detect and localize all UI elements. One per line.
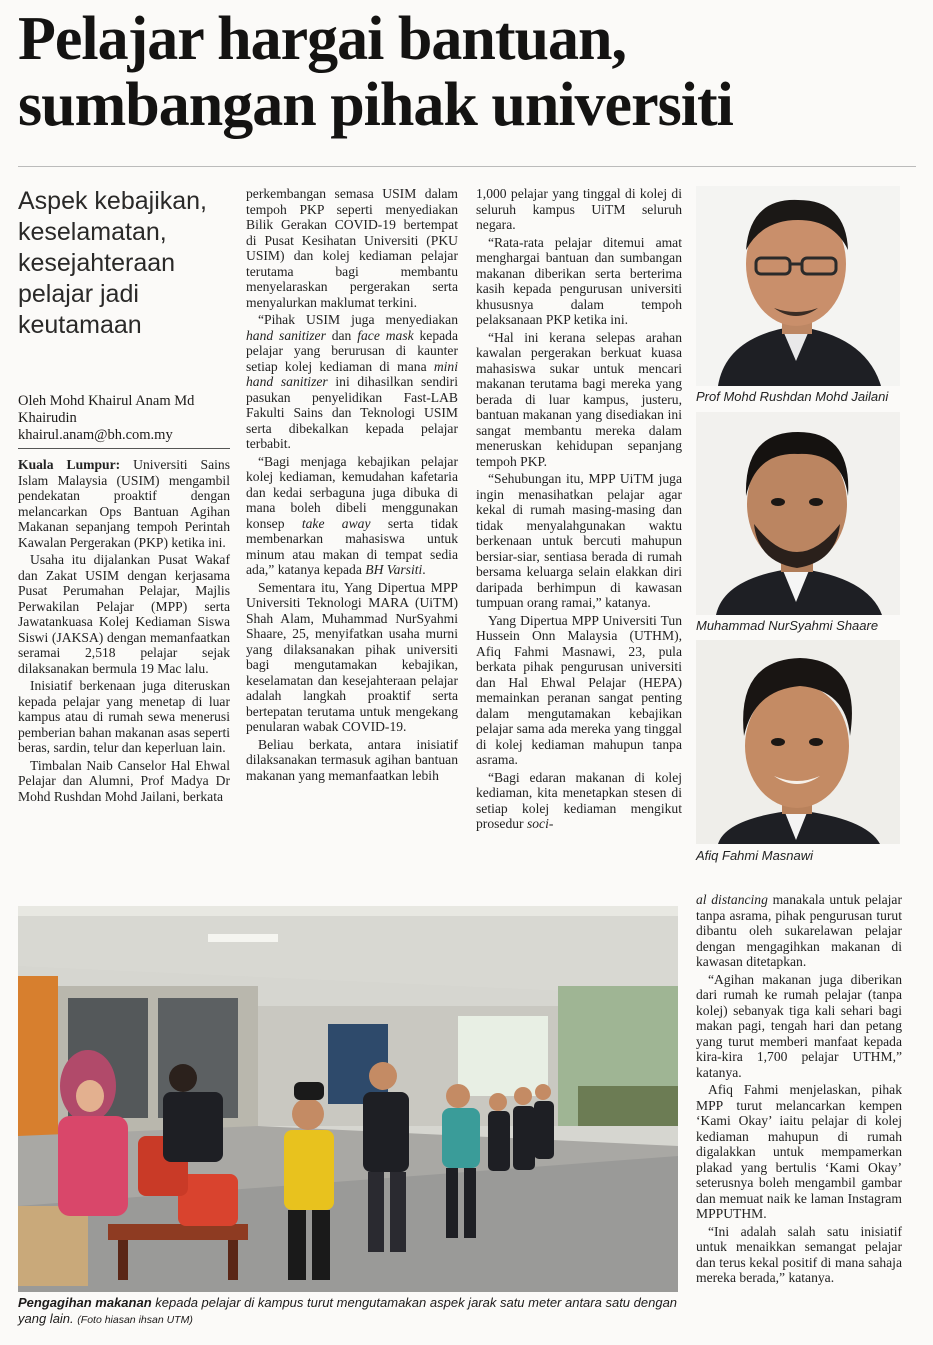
portrait-rushdan-image xyxy=(696,186,900,386)
dateline: Kuala Lumpur: xyxy=(18,457,121,472)
paragraph: “Agihan makanan juga diberikan dari rumah ke rumah pelajar (tanpa kolej) sebanyak tiga kali sehari bagi makan pagi, tengah hari dan petang yang turut memberi manfaat kepada kira-kira 1,700 pelajar UTHM,” katanya. xyxy=(696,971,902,1080)
caption-lead: Pengagihan makanan xyxy=(18,1295,152,1310)
byline-rule xyxy=(18,448,230,449)
paragraph: Afiq Fahmi menjelaskan, pihak MPP turut melancarkan kempen ‘Kami Okay’ iaitu pelajar di kolej kediaman mahupun di rumah digalakkan untuk mempamerkan plakad yang bertulis ‘Kami Okay’ seterusnya boleh mengambil gambar dan memuat naik ke laman Instagram MPPUTHM. xyxy=(696,1082,902,1221)
byline-author: Oleh Mohd Khairul Anam Md Khairudin xyxy=(18,393,195,426)
paragraph: “Ini adalah salah satu inisiatif untuk menaikkan semangat pelajar dan terus kekal positif di mana sahaja mereka berada,” katanya. xyxy=(696,1223,902,1285)
paragraph: “Rata-rata pelajar ditemui amat menghargai bantuan dan sumbangan makanan diberikan serta berterima kasih kepada pengurusan universiti khususnya dalam tempoh pelaksanaan PKP ketika ini. xyxy=(476,234,682,327)
paragraph: “Sehubungan itu, MPP UiTM juga ingin menasihatkan pelajar agar kekal di rumah masing-masing dan tidak menyalahgunakan waktu berkenaan untuk bercuti mahupun bersiar-siar, sentiasa berada di rumah bersama keluarga selain elakkan diri daripada berhimpun di kawasan tumpuan orang ramai,” katanya. xyxy=(476,471,682,610)
italic-text: soci- xyxy=(526,816,554,831)
subheadline-line: keselamatan, xyxy=(18,218,167,246)
paragraph-text: Universiti Sains Islam Malaysia (USIM) mengambil pendekatan proaktif dengan melancarkan Ops Bantuan Agihan Makanan sepanjang tempoh Perintah Kawalan Pergerakan (PKP) ketika ini. xyxy=(18,457,230,550)
paragraph xyxy=(696,892,902,970)
italic-text: take away xyxy=(301,515,371,531)
text: ini dihasilkan sendiri pasukan penyelidikan Fast-LAB Fakulti Sains dan Teknologi USIM serta dibekalkan kepada pelajar terbabit. xyxy=(246,374,458,451)
paragraph: “Hal ini kerana selepas arahan kawalan pergerakan berkuat kuasa mahasiswa sukar untuk mencari makanan terutama bagi mereka yang berada di luar kampus, justeru, bantuan makanan yang disediakan ini sangat membantu mereka dalam meneruskan kehidupan sepanjang tempoh PKP. xyxy=(476,329,682,469)
article-column-4 xyxy=(696,892,902,1288)
italic-text: mini hand sanitizer xyxy=(246,358,458,389)
text: dan xyxy=(325,327,358,343)
italic-text: hand sanitizer xyxy=(246,327,326,343)
paragraph: Sementara itu, Yang Dipertua MPP Universiti Teknologi MARA (UiTM) Shah Alam, Muhammad NurSyahmi Shaare, 25, menyifatkan usaha murni yang dilaksanakan pihak universiti bagi mengutamakan kebajikan, keselamatan dan kesejahteraan pelajar adalah langkah proaktif serta bertepatan terutama untuk mengekang penularan wabak COVID-19. xyxy=(246,579,458,734)
italic-text: BH Varsiti xyxy=(365,562,423,577)
top-rule xyxy=(18,166,916,167)
main-photo-caption xyxy=(18,1295,678,1328)
text: “Bagi edaran makanan di kolej kediaman, kita menetapkan stesen di setiap kolej kediaman mengikut prosedur xyxy=(476,769,682,831)
caption-text: kepada pelajar di kampus turut mengutamakan aspek jarak satu meter antara satu dengan yang lain. xyxy=(18,1295,678,1326)
paragraph: Yang Dipertua MPP Universiti Tun Hussein Onn Malaysia (UTHM), Afiq Fahmi Masnawi, 23, pula berkata pihak pengurusan universiti dan Hal Ehwal Pelajar (HEPA) memainkan peranan sangat penting dalam mengutamakan kebajikan pelajar sama ada mereka yang tinggal di kolej kediaman mahupun tanpa asrama. xyxy=(476,612,682,767)
headline-line-1: Pelajar hargai bantuan, xyxy=(18,5,626,73)
subheadline-line: pelajar jadi xyxy=(18,280,139,308)
headline xyxy=(18,6,918,138)
portrait-nursyahmi-image xyxy=(696,412,900,615)
text: serta tidak membenarkan mahasiswa untuk minum atau makan di tempat sedia ada,” katanya kepada xyxy=(246,515,459,577)
portrait-afiq-image xyxy=(696,640,900,844)
paragraph: Beliau berkata, antara inisiatif dilaksanakan termasuk agihan bantuan makanan yang memanfaatkan lebih xyxy=(246,736,458,783)
paragraph xyxy=(18,457,230,550)
portrait-afiq xyxy=(696,640,900,844)
text: kepada pelajar yang berurusan di kaunter setiap kolej kediaman di mana xyxy=(246,327,458,374)
article-column-3 xyxy=(476,186,682,834)
paragraph xyxy=(476,770,682,832)
paragraph: Inisiatif berkenaan juga diteruskan kepada pelajar yang menetap di luar kampus atau di rumah sewa menerusi pemberian bahan makanan asas seperti beras, sardin, telur dan keperluan lain. xyxy=(18,678,230,755)
byline xyxy=(18,393,233,444)
paragraph: perkembangan semasa USIM dalam tempoh PKP seperti menyediakan Bilik Gerakan COVID-19 bertempat di Pusat Kesihatan Universiti (PKU USIM) dan kolej kediaman pelajar terutama bagi membantu menyelaraskan pergerakan serta menyalurkan maklumat terkini. xyxy=(246,186,458,310)
text: . xyxy=(422,562,426,577)
paragraph: Timbalan Naib Canselor Hal Ehwal Pelajar dan Alumni, Prof Madya Dr Mohd Rushdan Mohd Jailani, berkata xyxy=(18,757,230,804)
main-photo-image xyxy=(18,906,678,1292)
headline-line-2: sumbangan pihak universiti xyxy=(18,71,733,139)
article-column-1 xyxy=(18,457,230,806)
byline-email[interactable]: khairul.anam@bh.com.my xyxy=(18,427,173,443)
portrait-nursyahmi xyxy=(696,412,900,615)
paragraph: 1,000 pelajar yang tinggal di kolej di seluruh kampus UiTM seluruh negara. xyxy=(476,186,682,232)
subheadline-line: Aspek kebajikan, xyxy=(18,187,208,215)
text: manakala untuk pelajar tanpa asrama, pihak pengurusan turut dibantu oleh sukarelawan pelajar dengan mengagihkan makanan di kawasan ditetapkan. xyxy=(696,892,902,969)
subheadline-line: keutamaan xyxy=(18,311,142,339)
subheadline-line: kesejahteraan xyxy=(18,249,176,277)
paragraph xyxy=(246,312,458,452)
subheadline xyxy=(18,186,233,341)
article-column-2 xyxy=(246,186,458,785)
photo-credit: (Foto hiasan ihsan UTM) xyxy=(77,1314,193,1326)
portrait-caption: Afiq Fahmi Masnawi xyxy=(696,848,814,863)
main-photo xyxy=(18,906,678,1292)
portrait-caption: Muhammad NurSyahmi Shaare xyxy=(696,618,879,633)
italic-text: al distancing xyxy=(696,892,768,907)
portrait-rushdan xyxy=(696,186,900,386)
text: “Pihak USIM juga menyediakan xyxy=(258,312,458,327)
paragraph: Usaha itu dijalankan Pusat Wakaf dan Zakat USIM dengan kerjasama Pusat Perumahan Pelajar, Majlis Perwakilan Pelajar (MPP) serta Jawatankuasa Kolej Kediaman Siswa Siswi (JAKSA) dengan memanfaatkan seramai 2,518 pelajar sejak dilaksanakan bermula 19 Mac lalu. xyxy=(18,552,230,676)
paragraph xyxy=(246,454,458,578)
italic-text: face mask xyxy=(357,327,414,343)
text: “Bagi menjaga kebajikan pelajar kolej kediaman, kemudahan kafetaria dan kedai serbaguna juga dibuka di mana boleh dibeli menggunakan konsep xyxy=(246,453,458,531)
portrait-caption: Prof Mohd Rushdan Mohd Jailani xyxy=(696,389,889,404)
